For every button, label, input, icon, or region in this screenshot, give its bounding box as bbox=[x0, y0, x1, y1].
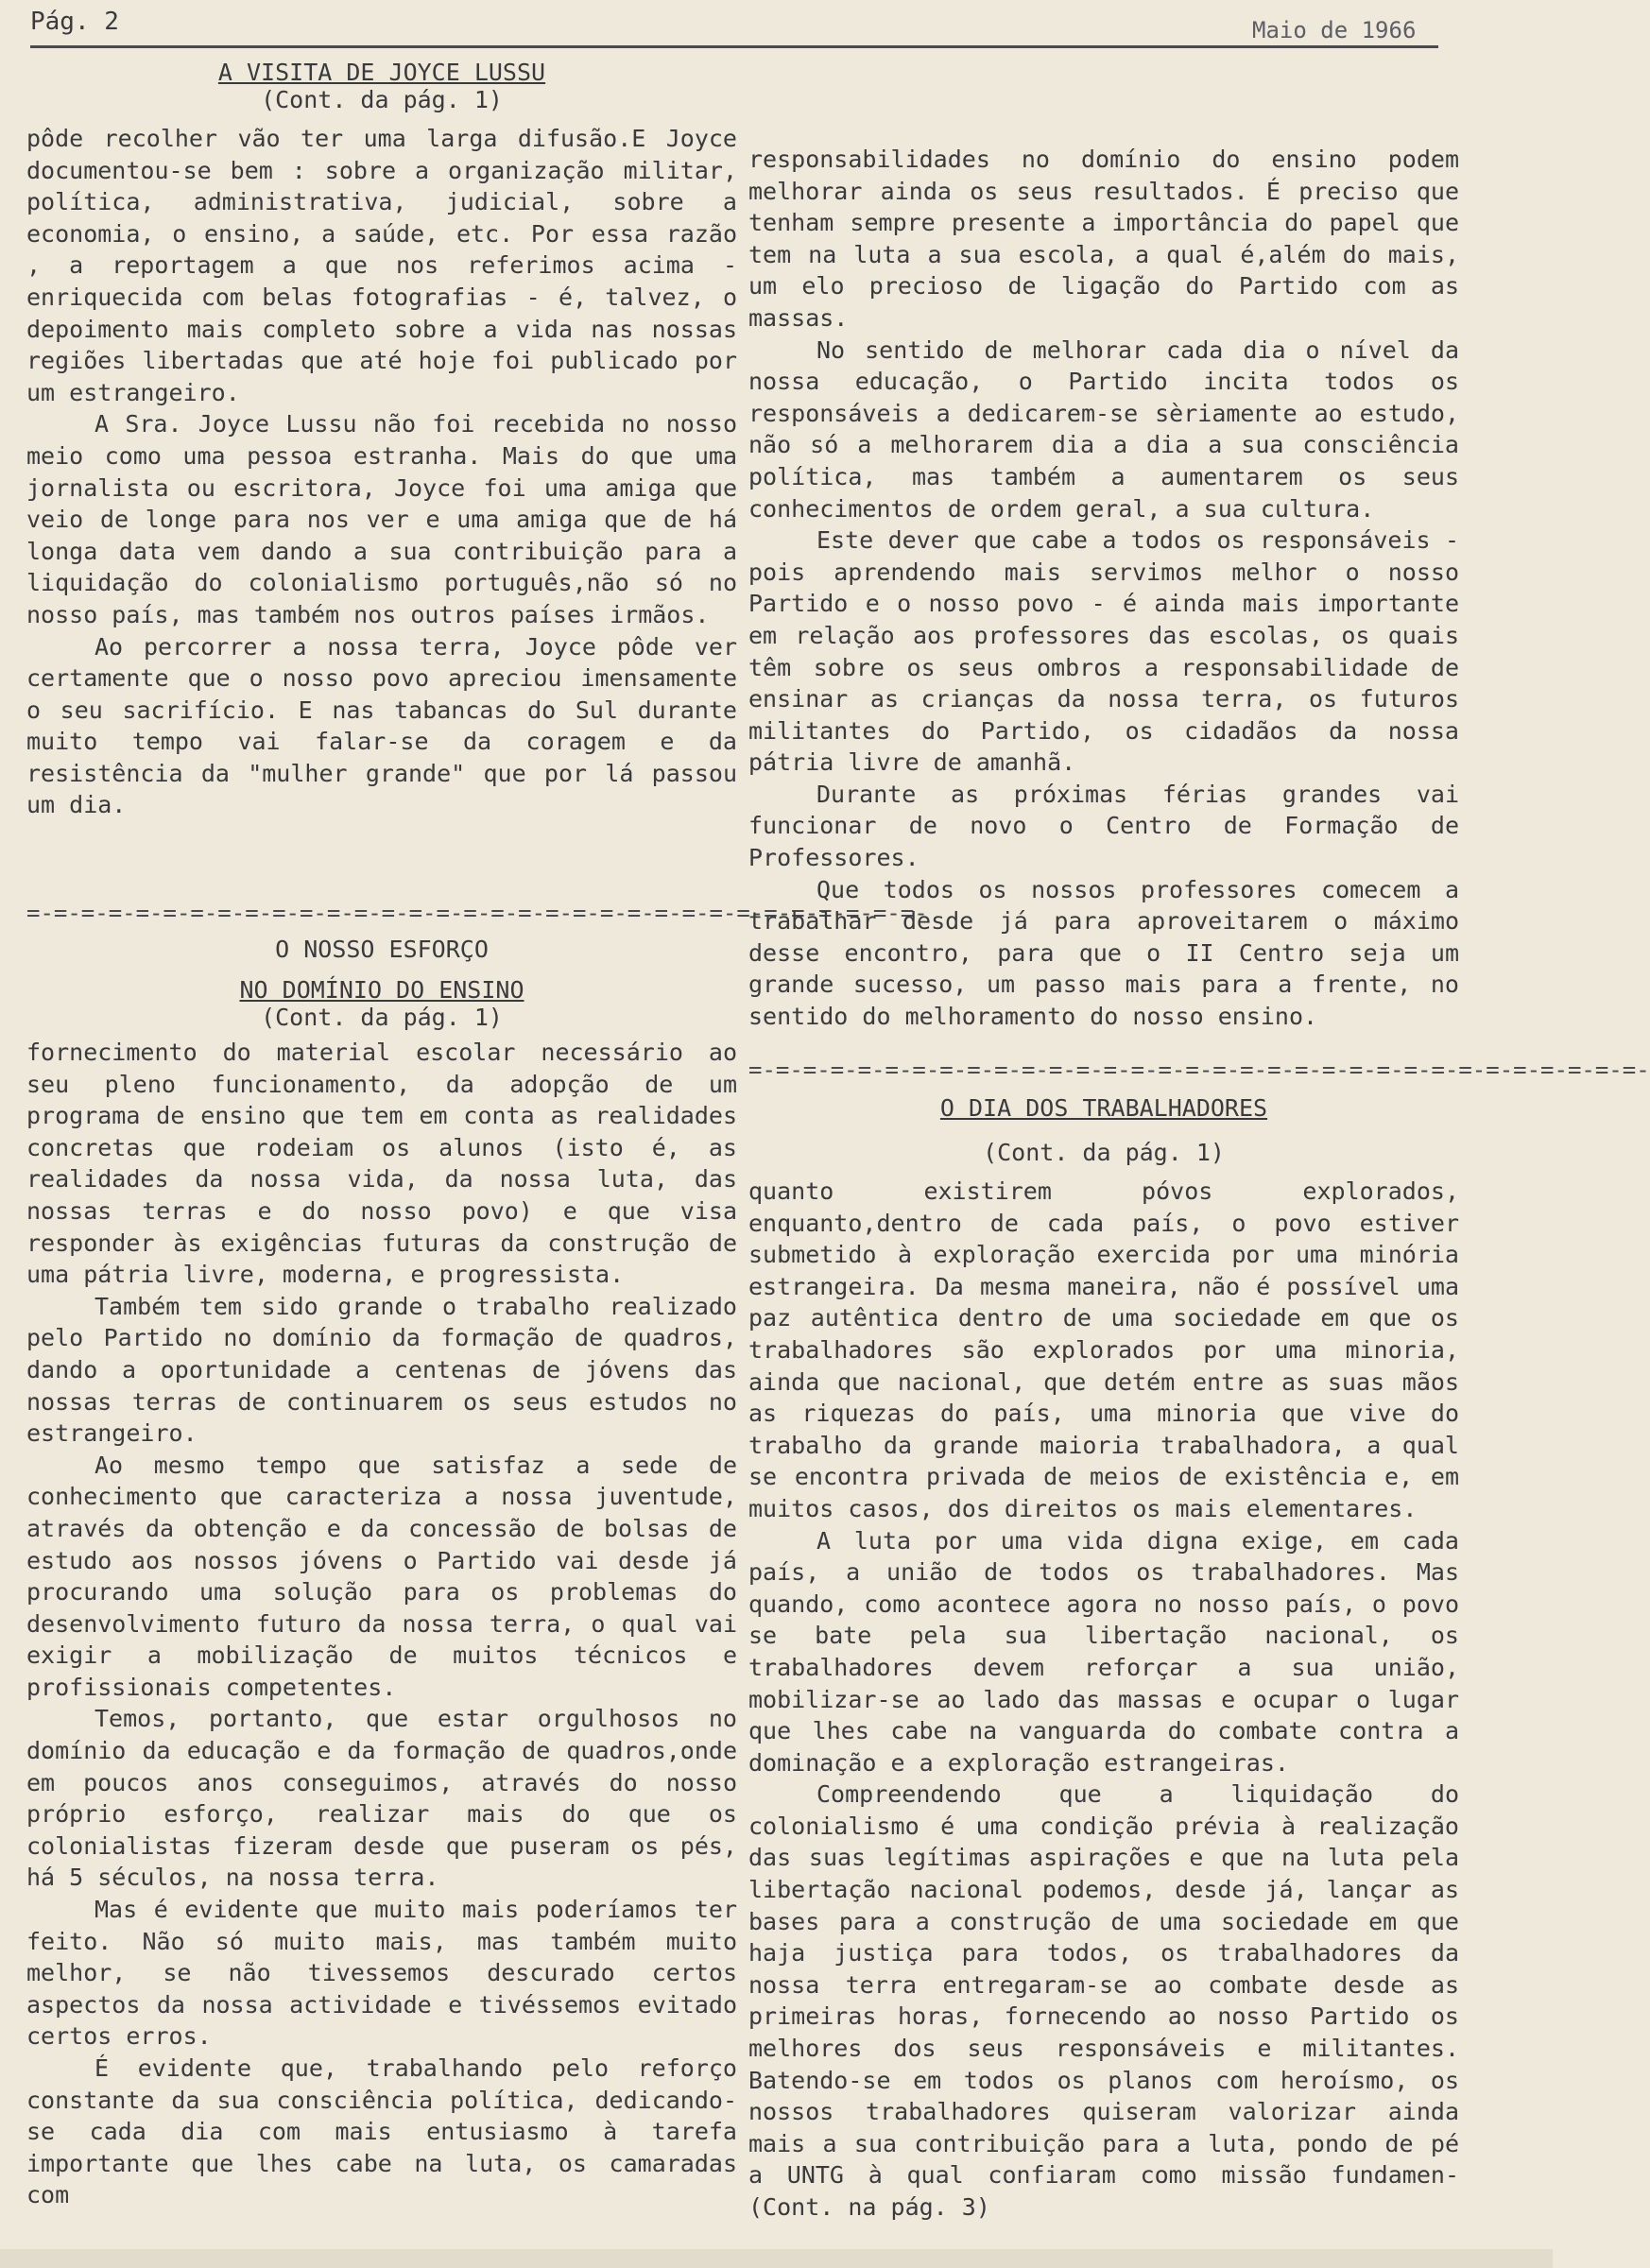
article-paragraph: Este dever que cabe a todos os responsáveis - pois aprendendo mais servimos melhor o nosso Partido e o nosso povo - é ainda mais importante em relação aos professores das escolas, os quais têm sobre os seus ombros a responsabilidade de ensinar as crianças da nossa terra, os futuros militantes do Partido, os cidadãos da nossa pátria livre de amanhã. bbox=[748, 526, 1459, 777]
continuation-note: (Cont. da pág. 1) bbox=[983, 1139, 1225, 1166]
article-paragraph: responsabilidades no domínio do ensino podem melhorar ainda os seus resultados. É preciso que tenham sempre presente a importância do papel que tem na luta a sua escola, a qual é,além do mais, um elo precioso de ligação do Partido com as massas. bbox=[748, 146, 1459, 332]
article-paragraph: Temos, portanto, que estar orgulhosos no domínio da educação e da formação de quadros,onde em poucos anos conseguimos, através do nosso próprio esforço, realizar mais do que os colonialistas fizeram desde que puseram os pés, há 5 séculos, na nossa terra. bbox=[26, 1705, 737, 1892]
article-dia-trabalhadores bbox=[748, 1094, 1459, 2224]
article-subtitle: NO DOMÍNIO DO ENSINO bbox=[239, 976, 524, 1004]
article-paragraph: A luta por uma vida digna exige, em cada país, a união de todos os trabalhadores. Mas quando, como acontece agora no nosso país, o povo se bate pela sua libertação nacional, os trabalhadores devem reforçar a sua união, mobilizar-se ao lado das massas e ocupar o lugar que lhes cabe na vanguarda do combate contra a dominação e a exploração estrangeiras. bbox=[748, 1526, 1459, 1777]
continuation-note: (Cont. da pág. 1) bbox=[261, 1004, 503, 1031]
continuation-note: (Cont. da pág. 1) bbox=[261, 86, 503, 113]
article-paragraph: Ao mesmo tempo que satisfaz a sede de conhecimento que caracteriza a nossa juventude, através da obtenção e da concessão de bolsas de estudo aos nossos jóvens o Partido vai desde já procurando uma solução para os problemas do desenvolvimento futuro da nossa terra, o qual vai exigir a mobilização de muitos técnicos e profissionais competentes. bbox=[26, 1451, 737, 1701]
article-paragraph: quanto existirem póvos explorados, enquanto,dentro de cada país, o povo estiver submetido à exploração exercida por uma minória estrangeira. Da mesma maneira, não é possível uma paz autêntica dentro de uma sociedade em que os trabalhadores são explorados por uma minoria, ainda que nacional, que detém entre as suas mãos as riquezas do país, uma minoria que vive do trabalho da grande maioria trabalhadora, a qual se encontra privada de meios de existência e, em muitos casos, dos direitos os mais elementares. bbox=[748, 1177, 1459, 1522]
article-paragraph: Durante as próximas férias grandes vai funcionar de novo o Centro de Formação de Professores. bbox=[748, 780, 1459, 872]
page-number: Pág. 2 bbox=[30, 8, 119, 36]
article-paragraph: Que todos os nossos professores comecem a trabalhar desde já para aproveitarem o máximo desse encontro, para que o II Centro seja um grande sucesso, um passo mais para a frente, no sentido do melhoramento do nosso ensino. bbox=[748, 875, 1459, 1031]
article-paragraph: É evidente que, trabalhando pelo reforço constante da sua consciência política, dedicando-se cada dia com mais entusiasmo à tarefa importante que lhes cabe na luta, os camaradas com bbox=[26, 2054, 737, 2209]
article-title: O DIA DOS TRABALHADORES bbox=[939, 1094, 1268, 1122]
article-paragraph: fornecimento do material escolar necessário ao seu pleno funcionamento, da adopção de um programa de ensino que tem em conta as realidades concretas que rodeiam os alunos (isto é, as realidades da nossa vida, da nossa luta, das nossas terras e do nosso povo) e que visa responder às exigências futuras da construção de uma pátria livre, moderna, e progressista. bbox=[26, 1039, 737, 1289]
article-joyce-lussu bbox=[26, 59, 737, 821]
article-title: A VISITA DE JOYCE LUSSU bbox=[217, 59, 546, 86]
article-paragraph: Ao percorrer a nossa terra, Joyce pôde ver certamente que o nosso povo apreciou imensamente o seu sacrifício. E nas tabancas do Sul durante muito tempo vai falar-se da coragem e da resistência da "mulher grande" que por lá passou um dia. bbox=[26, 632, 737, 819]
article-paragraph: A Sra. Joyce Lussu não foi recebida no nosso meio como uma pessoa estranha. Mais do que uma jornalista ou escritora, Joyce foi uma amiga que veio de longe para nos ver e uma amiga que de há longa data vem dando a sua contribuição para a liquidação do colonialismo português,não só no nosso país, mas também nos outros países irmãos. bbox=[26, 410, 737, 628]
article-paragraph: Mas é evidente que muito mais poderíamos ter feito. Não só muito mais, mas também muito melhor, se não tivessemos descurado certos aspectos da nossa actividade e tivéssemos evitado certos erros. bbox=[26, 1896, 737, 2051]
page-bottom-edge bbox=[0, 2249, 1553, 2268]
article-nosso-esforco bbox=[26, 936, 737, 2211]
article-paragraph: pôde recolher vão ter uma larga difusão.E Joyce documentou-se bem : sobre a organização militar, política, administrativa, judicial, sobre a economia, o ensino, a saúde, etc. Por essa razão , a reportagem a que nos referimos acima - enriquecida com belas fotografias - é, talvez, o depoimento mais completo sobre a vida nas nossas regiões libertadas que até hoje foi publicado por um estrangeiro. bbox=[26, 125, 737, 406]
issue-date: Maio de 1966 bbox=[1252, 17, 1417, 43]
article-paragraph: No sentido de melhorar cada dia o nível da nossa educação, o Partido incita todos os responsáveis a dedicarem-se sèriamente ao estudo, não só a melhorarem dia a dia a sua consciência política, mas também a aumentarem os seus conhecimentos de ordem geral, a sua cultura. bbox=[748, 335, 1459, 523]
article-nosso-esforco-continued bbox=[748, 144, 1459, 1033]
article-paragraph: Também tem sido grande o trabalho realizado pelo Partido no domínio da formação de quadros, dando a oportunidade a centenas de jóvens das nossas terras de continuarem os seus estudos no estrangeiro. bbox=[26, 1292, 737, 1448]
article-paragraph: Compreendendo que a liquidação do colonialismo é uma condição prévia à realização das suas legítimas aspirações e que na luta pela libertação nacional podemos, desde já, lançar as bases para a construção de uma sociedade em que haja justiça para todos, os trabalhadores da nossa terra entregaram-se ao combate desde as primeiras horas, fornecendo ao nosso Partido os melhores dos seus responsáveis e militantes. Batendo-se em todos os planos com heroísmo, os nossos trabalhadores quiseram valorizar ainda mais a sua contribuição para a luta, pondo de pé a UNTG à qual confiaram como missão fundamen-(Cont. na pág. 3) bbox=[748, 1780, 1459, 2221]
section-separator: =-=-=-=-=-=-=-=-=-=-=-=-=-=-=-=-=-=-=-=-=-=-=-=-=-=-=-=-=-=-=-=-=- bbox=[748, 1057, 1650, 1083]
section-separator: =-=-=-=-=-=-=-=-=-=-=-=-=-=-=-=-=-=-=-=-=-=-=-=-=-=-=-=-=-=-=-=-=- bbox=[26, 900, 928, 926]
article-title: O NOSSO ESFORÇO bbox=[275, 936, 489, 963]
header-rule bbox=[30, 45, 1438, 48]
